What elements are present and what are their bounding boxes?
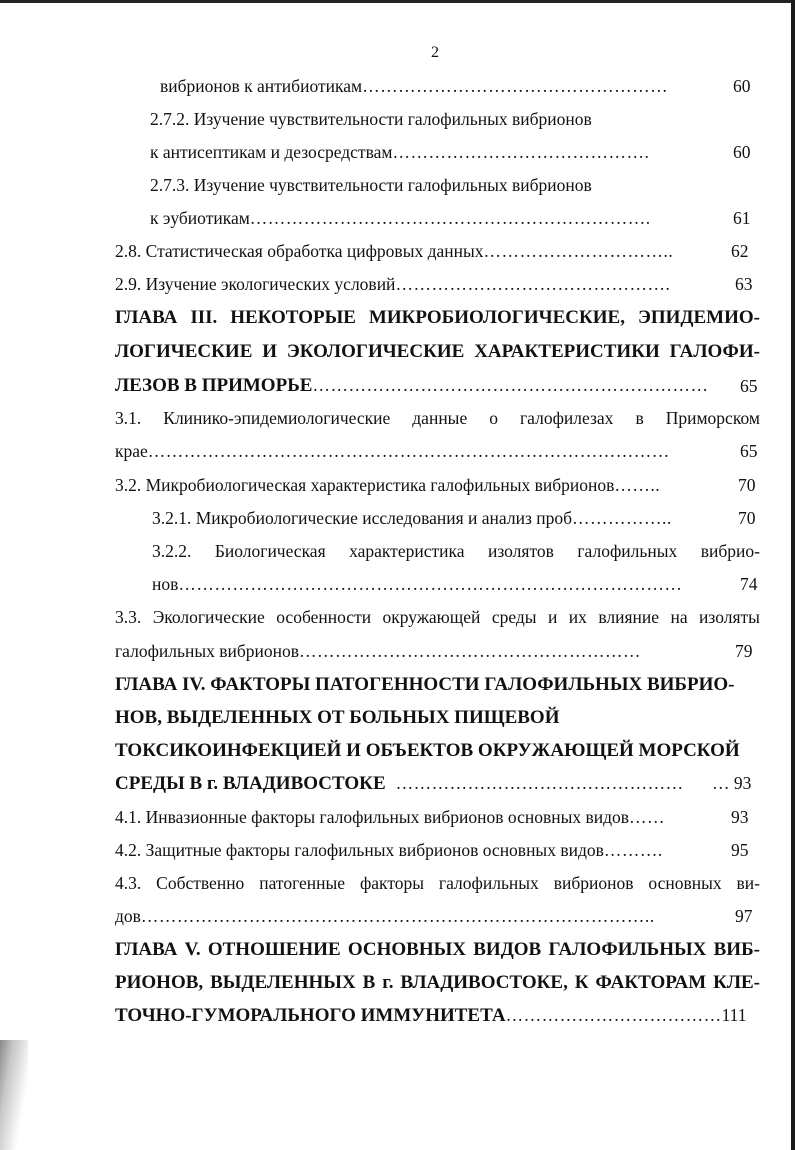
page-ref: 62 <box>731 241 749 261</box>
chapter-5-heading-line-1: ГЛАВА V. ОТНОШЕНИЕ ОСНОВНЫХ ВИДОВ ГАЛОФИЛЬНЫХ ВИБ- <box>115 939 760 960</box>
leader-dots: …………….. <box>572 508 672 528</box>
entry-title: ТОЧНО-ГУМОРАЛЬНОГО ИММУНИТЕТА <box>115 1005 506 1026</box>
leader-dots: ………………………………………………… <box>299 641 642 661</box>
chapter-4-heading-line-3: ТОКСИКОИНФЕКЦИЕЙ И ОБЪЕКТОВ ОКРУЖАЮЩЕЙ МОРСКОЙ <box>115 740 740 761</box>
toc-entry-title: 2.7.3. Изучение чувствительности галофильных вибрионов <box>150 175 592 195</box>
chapter-3-heading-line-2: ЛОГИЧЕСКИЕ И ЭКОЛОГИЧЕСКИЕ ХАРАКТЕРИСТИКИ ГАЛОФИ- <box>115 341 760 362</box>
leader-dots: ………………………………………………………………………….. <box>140 906 655 926</box>
page-ref: 70 <box>738 475 756 495</box>
toc-entry <box>150 207 651 229</box>
leader-dots: …………………………………………… <box>362 76 669 96</box>
entry-title: крае <box>115 441 148 461</box>
entry-title: 2.9. Изучение экологических условий <box>115 274 396 294</box>
toc-entry <box>160 75 668 97</box>
entry-title: галофильных вибрионов <box>115 641 300 661</box>
leader-dots: …… <box>629 807 666 827</box>
page-ref: 61 <box>733 208 751 228</box>
entry-title: вибрионов к антибиотикам <box>160 76 363 96</box>
scan-edge-right <box>791 0 795 1150</box>
scan-shadow-left <box>0 1040 28 1150</box>
entry-title: 4.2. Защитные факторы галофильных вибрионов основных видов <box>115 840 604 860</box>
toc-entry <box>115 240 673 262</box>
toc-entry-title: 3.1. Клинико-эпидемиологические данные о галофилезах в Приморском <box>115 408 760 428</box>
page-ref: 97 <box>735 906 753 926</box>
page-ref: 70 <box>738 508 756 528</box>
chapter-3-heading-line-1: ГЛАВА III. НЕКОТОРЫЕ МИКРОБИОЛОГИЧЕСКИЕ, ЭПИДЕМИО- <box>115 307 760 328</box>
page-ref: 95 <box>731 840 749 860</box>
entry-title: СРЕДЫ В г. ВЛАДИВОСТОКЕ <box>115 773 386 794</box>
entry-title: нов <box>152 574 179 594</box>
entry-title: 3.2. Микробиологическая характеристика галофильных вибрионов <box>115 475 615 495</box>
leader-dots: ……………………………… <box>505 1005 722 1025</box>
page-ref: 65 <box>740 441 758 461</box>
entry-title: 2.8. Статистическая обработка цифровых данных <box>115 241 484 261</box>
toc-entry-title: 3.2.2. Биологическая характеристика изолятов галофильных вибрио- <box>152 541 760 561</box>
page-ref: … 93 <box>712 773 752 793</box>
entry-title: дов <box>115 906 141 926</box>
page-ref: 65 <box>740 376 758 396</box>
page-ref: 79 <box>735 641 753 661</box>
leader-dots: ……………………………………. <box>392 142 650 162</box>
chapter-5-heading-line-2: РИОНОВ, ВЫДЕЛЕННЫХ В г. ВЛАДИВОСТОКЕ, К ФАКТОРАМ КЛЕ- <box>115 972 760 993</box>
entry-title: ЛЕЗОВ В ПРИМОРЬЕ <box>115 375 313 396</box>
toc-entry <box>115 905 655 927</box>
page-number: 2 <box>431 44 439 61</box>
leader-dots: ………………………………………… <box>395 773 684 793</box>
leader-dots: ………………………………………. <box>395 274 671 294</box>
chapter-5-heading-line-3 <box>115 1004 747 1027</box>
scan-edge-top <box>0 0 795 3</box>
entry-title: 3.2.1. Микробиологические исследования и анализ проб <box>152 508 572 528</box>
toc-entry <box>115 806 665 828</box>
toc-entry <box>115 839 663 861</box>
leader-dots: ………………………………………………………… <box>312 375 709 395</box>
toc-entry-title: 4.3. Собственно патогенные факторы галофильных вибрионов основных ви- <box>115 873 760 893</box>
toc-entry <box>115 273 670 295</box>
entry-title: к эубиотикам <box>150 208 250 228</box>
chapter-4-heading-line-4 <box>115 772 684 795</box>
leader-dots: …………………………………………………………. <box>249 208 651 228</box>
toc-entry <box>115 640 641 662</box>
page-ref: 111 <box>721 1005 747 1025</box>
chapter-4-heading-line-1: ГЛАВА IV. ФАКТОРЫ ПАТОГЕННОСТИ ГАЛОФИЛЬНЫХ ВИБРИО- <box>115 674 735 695</box>
toc-entry-title: 2.7.2. Изучение чувствительности галофильных вибрионов <box>150 109 592 129</box>
page-ref: 60 <box>733 142 751 162</box>
chapter-4-heading-line-2: НОВ, ВЫДЕЛЕННЫХ ОТ БОЛЬНЫХ ПИЩЕВОЙ <box>115 707 560 728</box>
page-ref: 74 <box>740 574 758 594</box>
leader-dots: ………. <box>603 840 663 860</box>
toc-entry <box>115 474 660 496</box>
leader-dots: …………………………………………………………………………… <box>147 441 670 461</box>
chapter-3-heading-line-3 <box>115 374 708 397</box>
toc-entry <box>115 440 670 462</box>
page-ref: 63 <box>735 274 753 294</box>
toc-entry <box>152 507 672 529</box>
entry-title: к антисептикам и дезосредствам <box>150 142 393 162</box>
page-ref: 60 <box>733 76 751 96</box>
page-ref: 93 <box>731 807 749 827</box>
toc-entry-title: 3.3. Экологические особенности окружающей среды и их влияние на изоляты <box>115 607 760 627</box>
entry-title: 4.1. Инвазионные факторы галофильных вибрионов основных видов <box>115 807 630 827</box>
leader-dots: ………………………………………………………………………… <box>178 574 683 594</box>
leader-dots: ………………………….. <box>483 241 674 261</box>
toc-entry <box>152 573 682 595</box>
toc-entry <box>150 141 649 163</box>
leader-dots: …….. <box>614 475 661 495</box>
